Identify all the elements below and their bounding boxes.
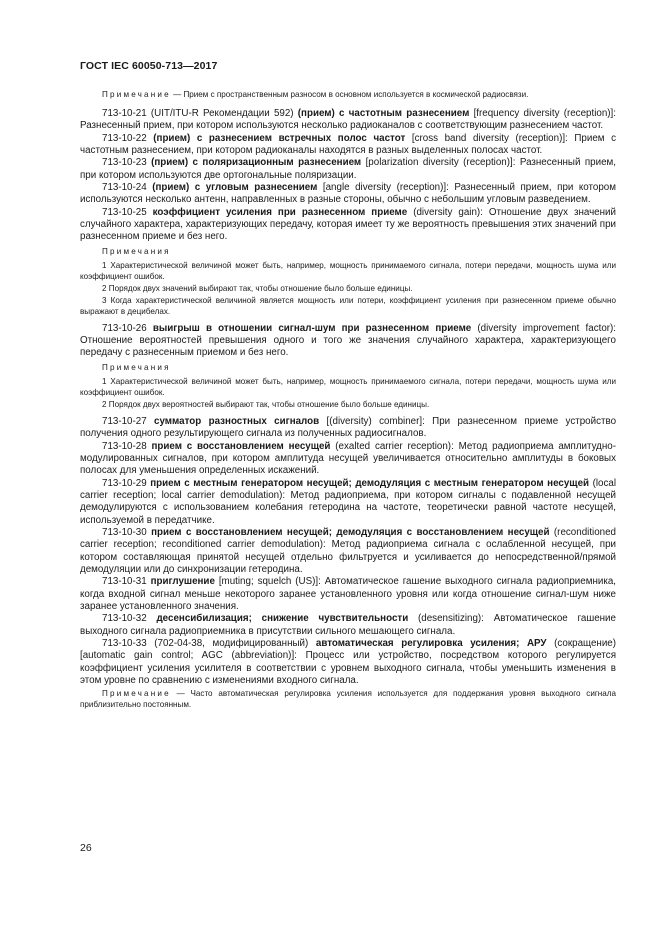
term-name: прием с местным генератором несущей; демодуляция с местным генератором несущей [150,477,590,489]
term-number: 713-10-28 [102,440,152,452]
term-entry [80,157,616,182]
term-name: (прием) с частотным разнесением [297,108,470,119]
term-entry [80,613,616,638]
term-entry [80,323,616,360]
note-text: 1 Характеристической величиной может быть, например, мощность принимаемого сигнала, потери передачи, мощность шума или коэффициент ошибок. [80,376,616,397]
notes-label: Примечания [102,362,171,372]
term-entry [80,182,616,207]
term-number: 713-10-27 [102,415,155,427]
term-number: 713-10-33 (702-04-38, модифицированный) [102,638,316,649]
term-number: 713-10-29 [102,477,151,489]
note-item [80,399,616,410]
term-number: 713-10-21 (UIT/ITU-R Рекомендации 592) [102,108,298,119]
term-entry [80,108,616,133]
term-entry [80,527,616,576]
term-number: 713-10-30 [102,526,152,538]
note-text: 3 Когда характеристической величиной является мощность или потери, коэффициент усиления при разнесенном приеме обычно выражают в децибелах. [80,295,616,316]
term-entry [80,207,616,244]
term-name: автоматическая регулировка усиления; АРУ [315,638,547,649]
term-definition: (diversity gain): Отношение двух значений случайного характера, характеризующих передачу, которая имеет ту же вероятность превышения этих значений при разнесенном приеме и без него. [80,206,616,243]
term-number: 713-10-25 [102,206,153,218]
note-text: 2 Порядок двух вероятностей выбирают так, чтобы отношение было больше единицы. [102,399,430,409]
note-item [80,376,616,398]
term-name: (прием) с угловым разнесением [152,182,318,194]
inline-note [80,688,616,710]
term-definition: (reconditioned carrier reception; reconditioned carrier demodulation): Метод радиоприема сигнала с ослабленной несущей, при котором составляющая принятой несущей отдельно фильтруется и усиливается до непосредственной/прямой демодуляции или до синхронизации гетеродина. [80,526,617,575]
term-entry [80,638,616,687]
term-name: десенсибилизация; снижение чувствительности [156,613,409,625]
term-definition: (exalted carrier reception): Метод радиоприема амплитудно-модулированных сигналов, при котором амплитуда несущей увеличивается относительно амплитуды в боковых полосах для уменьшения определенных искажений. [80,440,617,477]
term-entry [80,133,616,158]
document-body [80,88,616,710]
note-label: Примечание [102,90,171,99]
note-item [80,283,616,294]
term-entry [80,576,616,613]
document-header: ГОСТ IEC 60050-713—2017 [80,60,218,72]
notes-heading [80,362,616,373]
term-number: 713-10-24 [102,182,153,194]
note-text: — Прием с пространственным разносом в основном используется в космической радиосвязи. [170,90,529,99]
page-number: 26 [80,842,92,854]
term-name: прием с восстановлением несущей [151,440,331,452]
term-definition: (diversity improvement factor): Отношение вероятностей превышения одного и того же значения случайного характера, характеризующего передачу с разнесенным приемом и без него. [80,322,617,359]
term-name: прием с восстановлением несущей; демодуляция с восстановлением несущей [151,526,550,538]
note-text: 1 Характеристической величиной может быть, например, мощность принимаемого сигнала, потери передачи, мощность шума или коэффициент ошибок. [80,260,616,281]
term-number: 713-10-23 [102,157,152,169]
term-definition: (local carrier reception; local carrier demodulation): Метод радиоприема, при котором сигналы с подавленной несущей демодулируются с использованием колебания гетеродина на частоте, теоретически равной частоте несущей, используемой в передатчике. [80,477,617,526]
term-entry [80,478,616,527]
term-name: выигрыш в отношении сигнал-шум при разнесенном приеме [152,322,472,334]
note-label: Примечание [102,689,171,699]
notes-label: Примечания [102,246,171,256]
note-item [80,295,616,317]
note-text: 2 Порядок двух значений выбирают так, чтобы отношение было больше единицы. [102,283,413,293]
note-item [80,260,616,282]
term-definition: (сокращение) [automatic gain control; AGC (abbreviation)]: Процесс или устройство, посредством которого регулируется коэффициент усиления усилителя в соответствии с уровнем выходного сигнала, чтобы уменьшить изменения в этом уровне по сравнению с изменениями входного сигнала. [80,638,617,687]
term-definition: [(diversity) combiner]: При разнесенном приеме устройство получения одного результирующего сигнала из полученных радиосигналов. [80,415,617,440]
term-definition: [cross band diversity (reception)]: Прием с частотным разнесением, при котором радиоканалы находятся в разных выделенных полосах частот. [80,132,617,157]
notes-heading [80,246,616,257]
term-number: 713-10-22 [102,132,154,144]
term-name: (прием) с поляризационным разнесением [151,157,362,169]
term-definition: [polarization diversity (reception)]: Разнесенный прием, при котором используются две ортогональные поляризации. [80,157,616,181]
term-entry [80,441,616,478]
term-definition: [muting; squelch (US)]: Автоматическое гашение выходного сигнала радиоприемника, когда входной сигнал меньше некоторого заранее установленного уровня или когда отношение сигнал-шум ниже заранее установленного значения. [80,576,617,612]
term-definition: [frequency diversity (reception)]: Разнесенный прием, при котором используются несколько радиоканалов с соответствующим разнесением частот. [80,108,616,132]
term-name: (прием) с разнесением встречных полос частот [153,132,406,144]
term-entry [80,416,616,441]
term-definition: (desensitizing): Автоматическое гашение выходного сигнала радиоприемника в присутствии сильного мешающего сигнала. [80,613,616,637]
term-number: 713-10-26 [102,322,153,334]
term-name: коэффициент усиления при разнесенном приеме [152,206,408,218]
inline-note [80,89,616,100]
term-definition: [angle diversity (reception)]: Разнесенный прием, при котором используются несколько антенн, направленных в разные стороны, обычно с небольшим угловым разведением. [80,182,616,206]
term-name: сумматор разностных сигналов [154,415,320,427]
term-name: приглушение [150,576,215,588]
term-number: 713-10-32 [102,613,157,625]
term-number: 713-10-31 [102,576,151,588]
note-text: — Часто автоматическая регулировка усиления используется для поддержания уровня выходного сигнала приблизительно постоянным. [80,689,616,710]
